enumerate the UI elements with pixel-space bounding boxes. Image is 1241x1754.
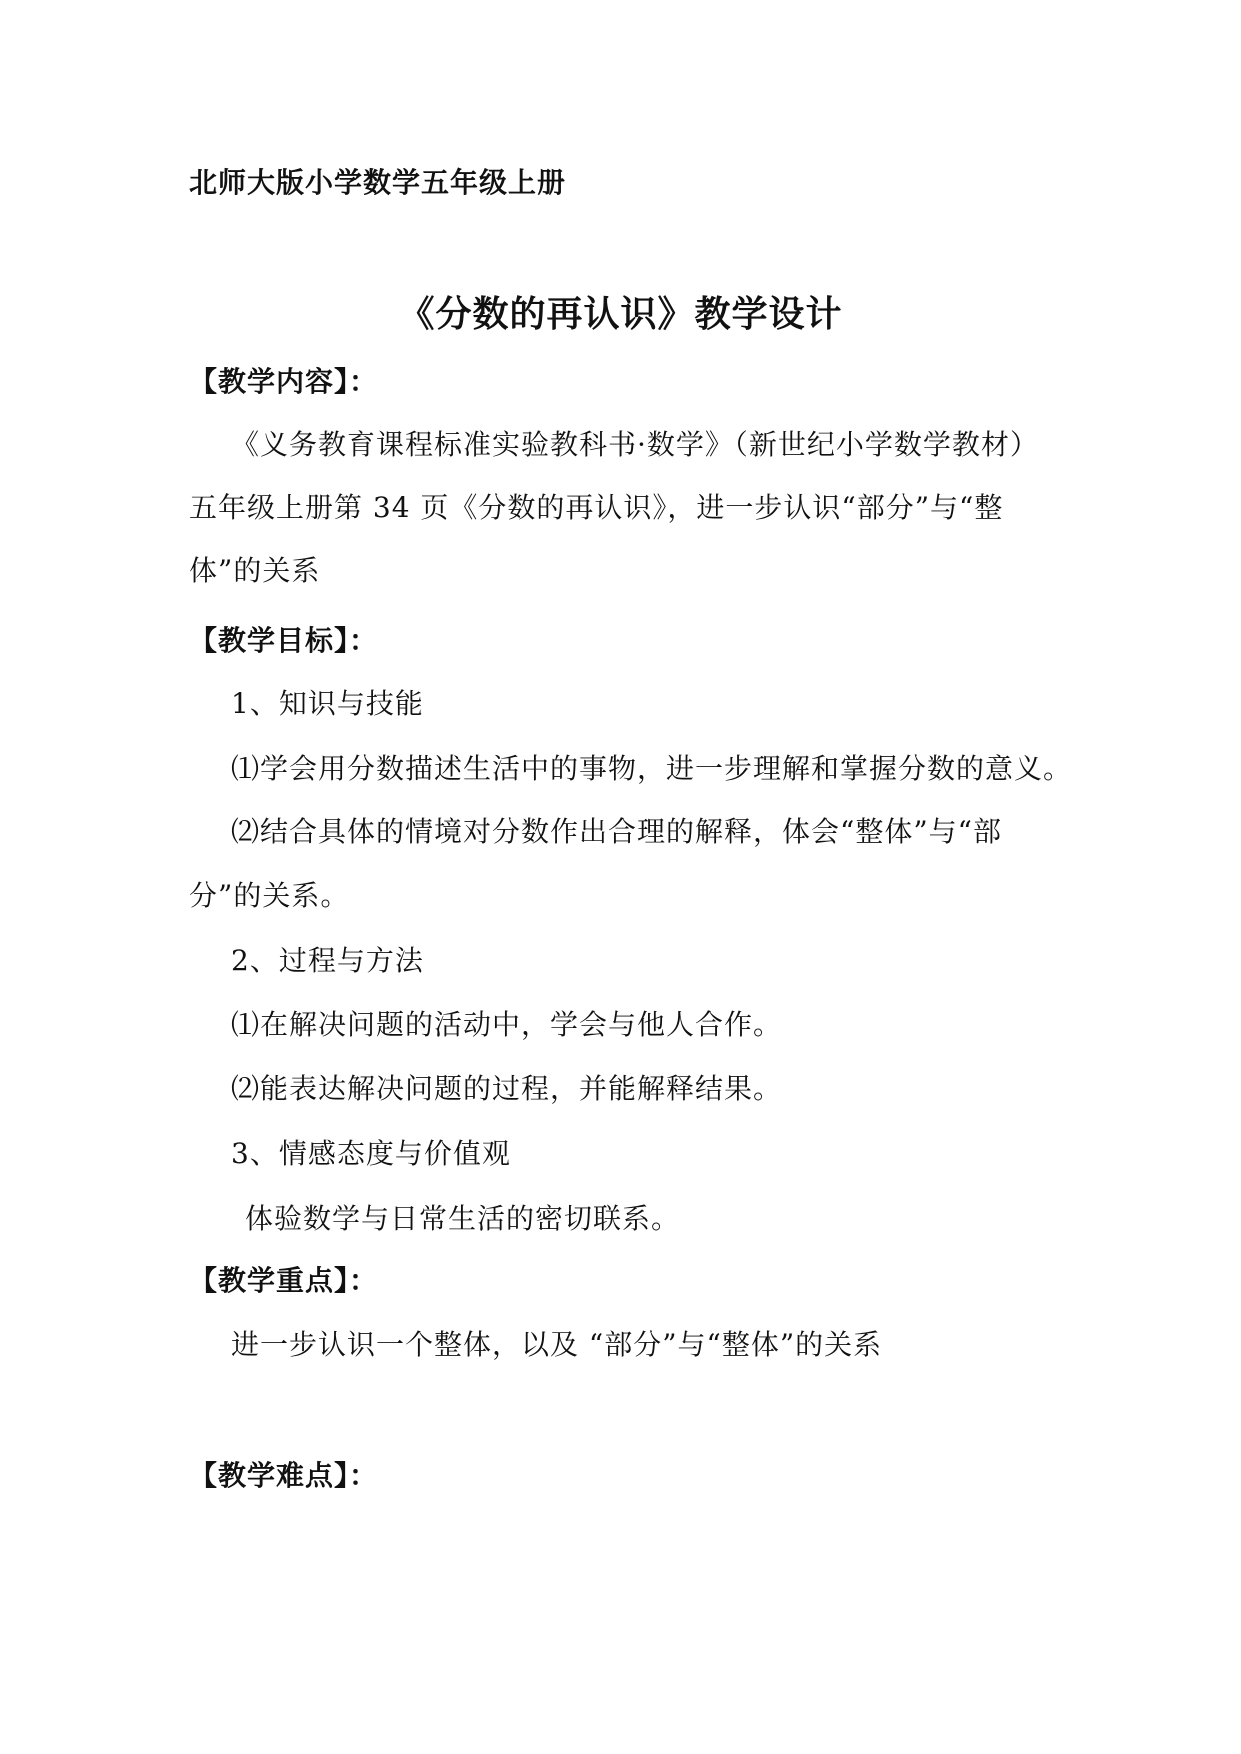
content-line-1: 《义务教育课程标准实验教科书·数学》（新世纪小学数学教材） [231,428,1039,461]
section-heading-difficulty: 【教学难点】： [189,1459,379,1492]
keypoint-text: 进一步认识一个整体，以及 “部分”与“整体”的关系 [231,1328,883,1361]
objective-item-1-point-2a: ⑵结合具体的情境对分数作出合理的解释，体会“整体”与“部 [231,815,1002,848]
document-title: 《分数的再认识》教学设计 [398,293,843,335]
objective-item-2-point-1: ⑴在解决问题的活动中，学会与他人合作。 [231,1008,783,1041]
section-heading-content: 【教学内容】： [189,365,379,398]
section-heading-keypoint: 【教学重点】： [189,1264,379,1297]
document-header: 北师大版小学数学五年级上册 [189,166,567,199]
section-heading-objectives: 【教学目标】： [189,624,379,657]
objective-item-1-point-1: ⑴学会用分数描述生活中的事物，进一步理解和掌握分数的意义。 [231,752,1073,785]
objective-item-1: 1、知识与技能 [231,687,424,720]
content-line-3: 体”的关系 [189,554,321,587]
objective-item-2: 2、过程与方法 [231,944,424,977]
objective-item-3-point-1: 体验数学与日常生活的密切联系。 [245,1202,681,1235]
content-line-2: 五年级上册第 34 页《分数的再认识》，进一步认识“部分”与“整 [189,491,1004,524]
objective-item-2-point-2: ⑵能表达解决问题的过程，并能解释结果。 [231,1072,783,1105]
objective-item-1-point-2b: 分”的关系。 [189,879,350,912]
objective-item-3: 3、情感态度与价值观 [231,1137,511,1170]
